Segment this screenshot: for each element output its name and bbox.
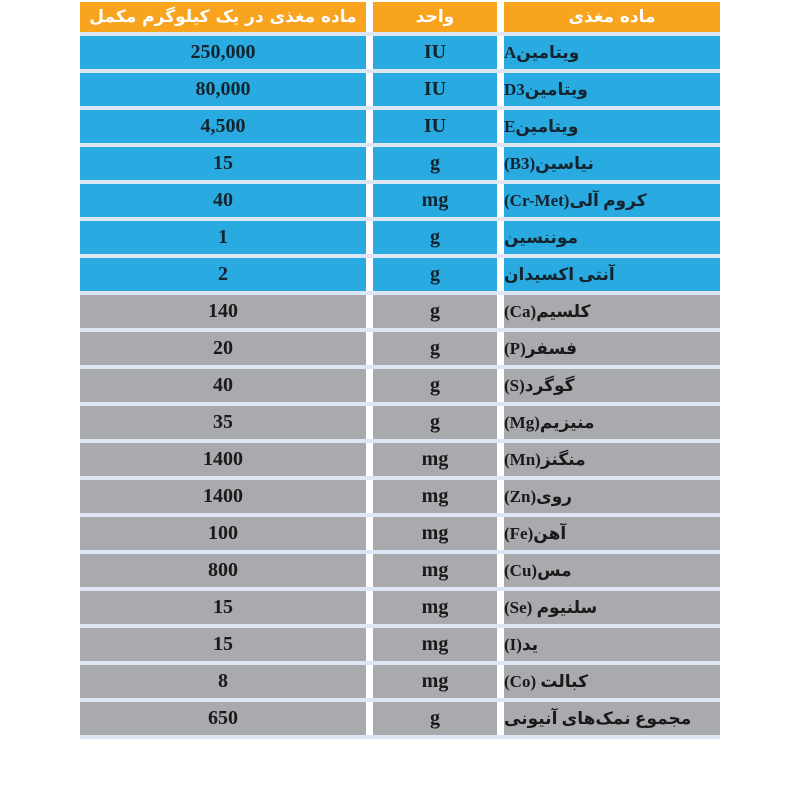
amount-cell: 250,000	[80, 36, 366, 69]
unit-cell: g	[373, 221, 497, 254]
unit-cell: g	[373, 295, 497, 328]
table-row	[80, 628, 720, 665]
table-row	[80, 221, 720, 258]
amount-cell: 15	[80, 628, 366, 661]
nutrient-name-cell: کبالت (Co)	[504, 665, 720, 698]
unit-cell: mg	[373, 591, 497, 624]
table-row	[80, 295, 720, 332]
unit-cell: IU	[373, 73, 497, 106]
unit-cell: g	[373, 332, 497, 365]
nutrient-name-cell: ویتامینE	[504, 110, 720, 143]
unit-cell: g	[373, 406, 497, 439]
amount-cell: 800	[80, 554, 366, 587]
table-row	[80, 702, 720, 739]
amount-cell: 2	[80, 258, 366, 291]
nutrient-name-cell: مس(Cu)	[504, 554, 720, 587]
table-row	[80, 184, 720, 221]
amount-cell: 4,500	[80, 110, 366, 143]
amount-cell: 1400	[80, 443, 366, 476]
amount-cell: 8	[80, 665, 366, 698]
nutrient-name-cell: روی(Zn)	[504, 480, 720, 513]
nutrient-name-cell: فسفر(P)	[504, 332, 720, 365]
unit-cell: g	[373, 147, 497, 180]
table-row	[80, 147, 720, 184]
unit-cell: IU	[373, 36, 497, 69]
nutrient-name-cell: نیاسین(B3)	[504, 147, 720, 180]
amount-cell: 40	[80, 184, 366, 217]
amount-cell: 80,000	[80, 73, 366, 106]
nutrient-name-cell: ویتامینA	[504, 36, 720, 69]
amount-cell: 1	[80, 221, 366, 254]
table-row	[80, 443, 720, 480]
table-row	[80, 554, 720, 591]
nutrient-name-cell: منیزیم(Mg)	[504, 406, 720, 439]
amount-cell: 40	[80, 369, 366, 402]
nutrient-name-cell: آهن(Fe)	[504, 517, 720, 550]
amount-cell: 20	[80, 332, 366, 365]
amount-cell: 140	[80, 295, 366, 328]
nutrient-name-cell: منگنز(Mn)	[504, 443, 720, 476]
table-body	[80, 36, 720, 739]
table-row	[80, 369, 720, 406]
nutrient-name-cell: گوگرد(S)	[504, 369, 720, 402]
nutrient-name-cell: کلسیم(Ca)	[504, 295, 720, 328]
nutrient-name-cell: آنتی اکسیدان	[504, 258, 720, 291]
unit-cell: IU	[373, 110, 497, 143]
nutrient-name-cell: ویتامینD3	[504, 73, 720, 106]
table-row	[80, 36, 720, 73]
header-unit: واحد	[373, 2, 497, 32]
nutrient-name-cell: کروم آلی(Cr-Met)	[504, 184, 720, 217]
unit-cell: mg	[373, 517, 497, 550]
table-row	[80, 406, 720, 443]
amount-cell: 1400	[80, 480, 366, 513]
unit-cell: mg	[373, 443, 497, 476]
table-row	[80, 591, 720, 628]
nutrient-name-cell: ید(I)	[504, 628, 720, 661]
amount-cell: 650	[80, 702, 366, 735]
nutrient-table	[80, 0, 720, 739]
table-row	[80, 110, 720, 147]
unit-cell: g	[373, 369, 497, 402]
table-row	[80, 517, 720, 554]
table-row	[80, 665, 720, 702]
nutrient-name-cell: سلنیوم (Se)	[504, 591, 720, 624]
nutrient-name-cell: مجموع نمک‌های آنیونی	[504, 702, 720, 735]
table-header-row	[80, 2, 720, 36]
unit-cell: mg	[373, 665, 497, 698]
header-amount-per-kg: ماده مغذی در یک کیلوگرم مکمل	[80, 2, 366, 32]
unit-cell: g	[373, 258, 497, 291]
table-row	[80, 258, 720, 295]
table-row	[80, 73, 720, 110]
unit-cell: g	[373, 702, 497, 735]
table-row	[80, 332, 720, 369]
unit-cell: mg	[373, 554, 497, 587]
amount-cell: 15	[80, 147, 366, 180]
amount-cell: 15	[80, 591, 366, 624]
table-row	[80, 480, 720, 517]
unit-cell: mg	[373, 184, 497, 217]
unit-cell: mg	[373, 628, 497, 661]
amount-cell: 35	[80, 406, 366, 439]
unit-cell: mg	[373, 480, 497, 513]
header-nutrient: ماده مغذی	[504, 2, 720, 32]
nutrient-name-cell: موننسین	[504, 221, 720, 254]
amount-cell: 100	[80, 517, 366, 550]
